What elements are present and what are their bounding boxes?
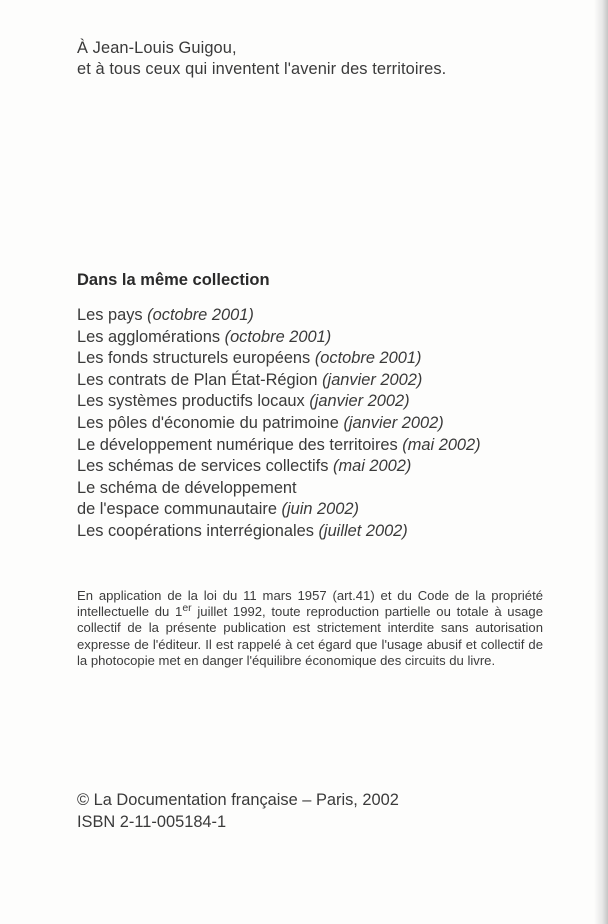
copyright-line: © La Documentation française – Paris, 2002 [77,791,399,809]
collection-item [77,391,481,413]
collection-item-title: Les pôles d'économie du patrimoine [77,413,344,432]
collection-item-title: Les coopérations interrégionales [77,521,319,540]
collection-item-title: Les agglomérations [77,327,225,346]
collection-item [77,413,481,435]
collection-item-title: de l'espace communautaire [77,500,282,519]
collection-item [77,435,481,457]
legal-notice-superscript: er [182,602,192,615]
collection-item-date: (mai 2002) [402,435,481,454]
collection-item-title: Le schéma de développement [77,478,297,497]
collection-item-date: (octobre 2001) [147,306,254,324]
collection-item-date: (janvier 2002) [309,392,410,411]
collection-item-date: (octobre 2001) [224,327,332,346]
legal-notice-part-2: juillet 1992, toute reproduction partielle ou totale à usage collectif de la présente publication est strictement interdite sans autorisation expresse de l'éditeur. Il est rappelé à cet égard que l'usage abusif et collectif de la photocopie met en danger l'équilibre économique des circuits du livre. [77,604,543,668]
dedication [77,38,446,80]
collection-item-date: (mai 2002) [332,457,412,476]
collection-item [77,305,481,327]
collection-item-date: (janvier 2002) [343,413,444,432]
collection-item-title: Le développement numérique des territoires [77,435,403,454]
collection-item-title: Les fonds structurels européens [77,349,315,368]
collection-item-date: (juillet 2002) [318,521,408,540]
collection-item [77,478,481,500]
legal-notice-part-1: En application de la loi du 11 mars 1957 (art.41) et du Code de la propriété intellectuelle du 1 [77,588,543,620]
collection-item-title: Les schémas de services collectifs [77,457,333,476]
collection-item-title: Les contrats de Plan État-Région [77,370,323,389]
collection-list [77,305,481,543]
collection-item-date: (octobre 2001) [314,349,422,368]
collection-item [77,348,481,370]
copyright-block [77,790,399,833]
collection-item [77,327,481,349]
collection-item [77,456,481,478]
collection-item-title: Les pays [77,306,148,324]
dedication-line-1: À Jean-Louis Guigou, [77,39,237,57]
dedication-line-2: et à tous ceux qui inventent l'avenir des territoires. [77,60,447,78]
page-spine-shadow [594,0,608,924]
legal-notice [77,588,543,669]
collection-heading: Dans la même collection [77,271,270,289]
isbn-line: ISBN 2-11-005184-1 [77,812,227,831]
legal-notice-text [77,588,543,669]
collection-item [77,370,481,392]
collection-item-title: Les systèmes productifs locaux [77,392,310,411]
collection-item-date: (janvier 2002) [322,370,423,389]
collection-item [77,499,481,521]
collection-item-date: (juin 2002) [281,500,359,519]
collection-item [77,521,481,543]
